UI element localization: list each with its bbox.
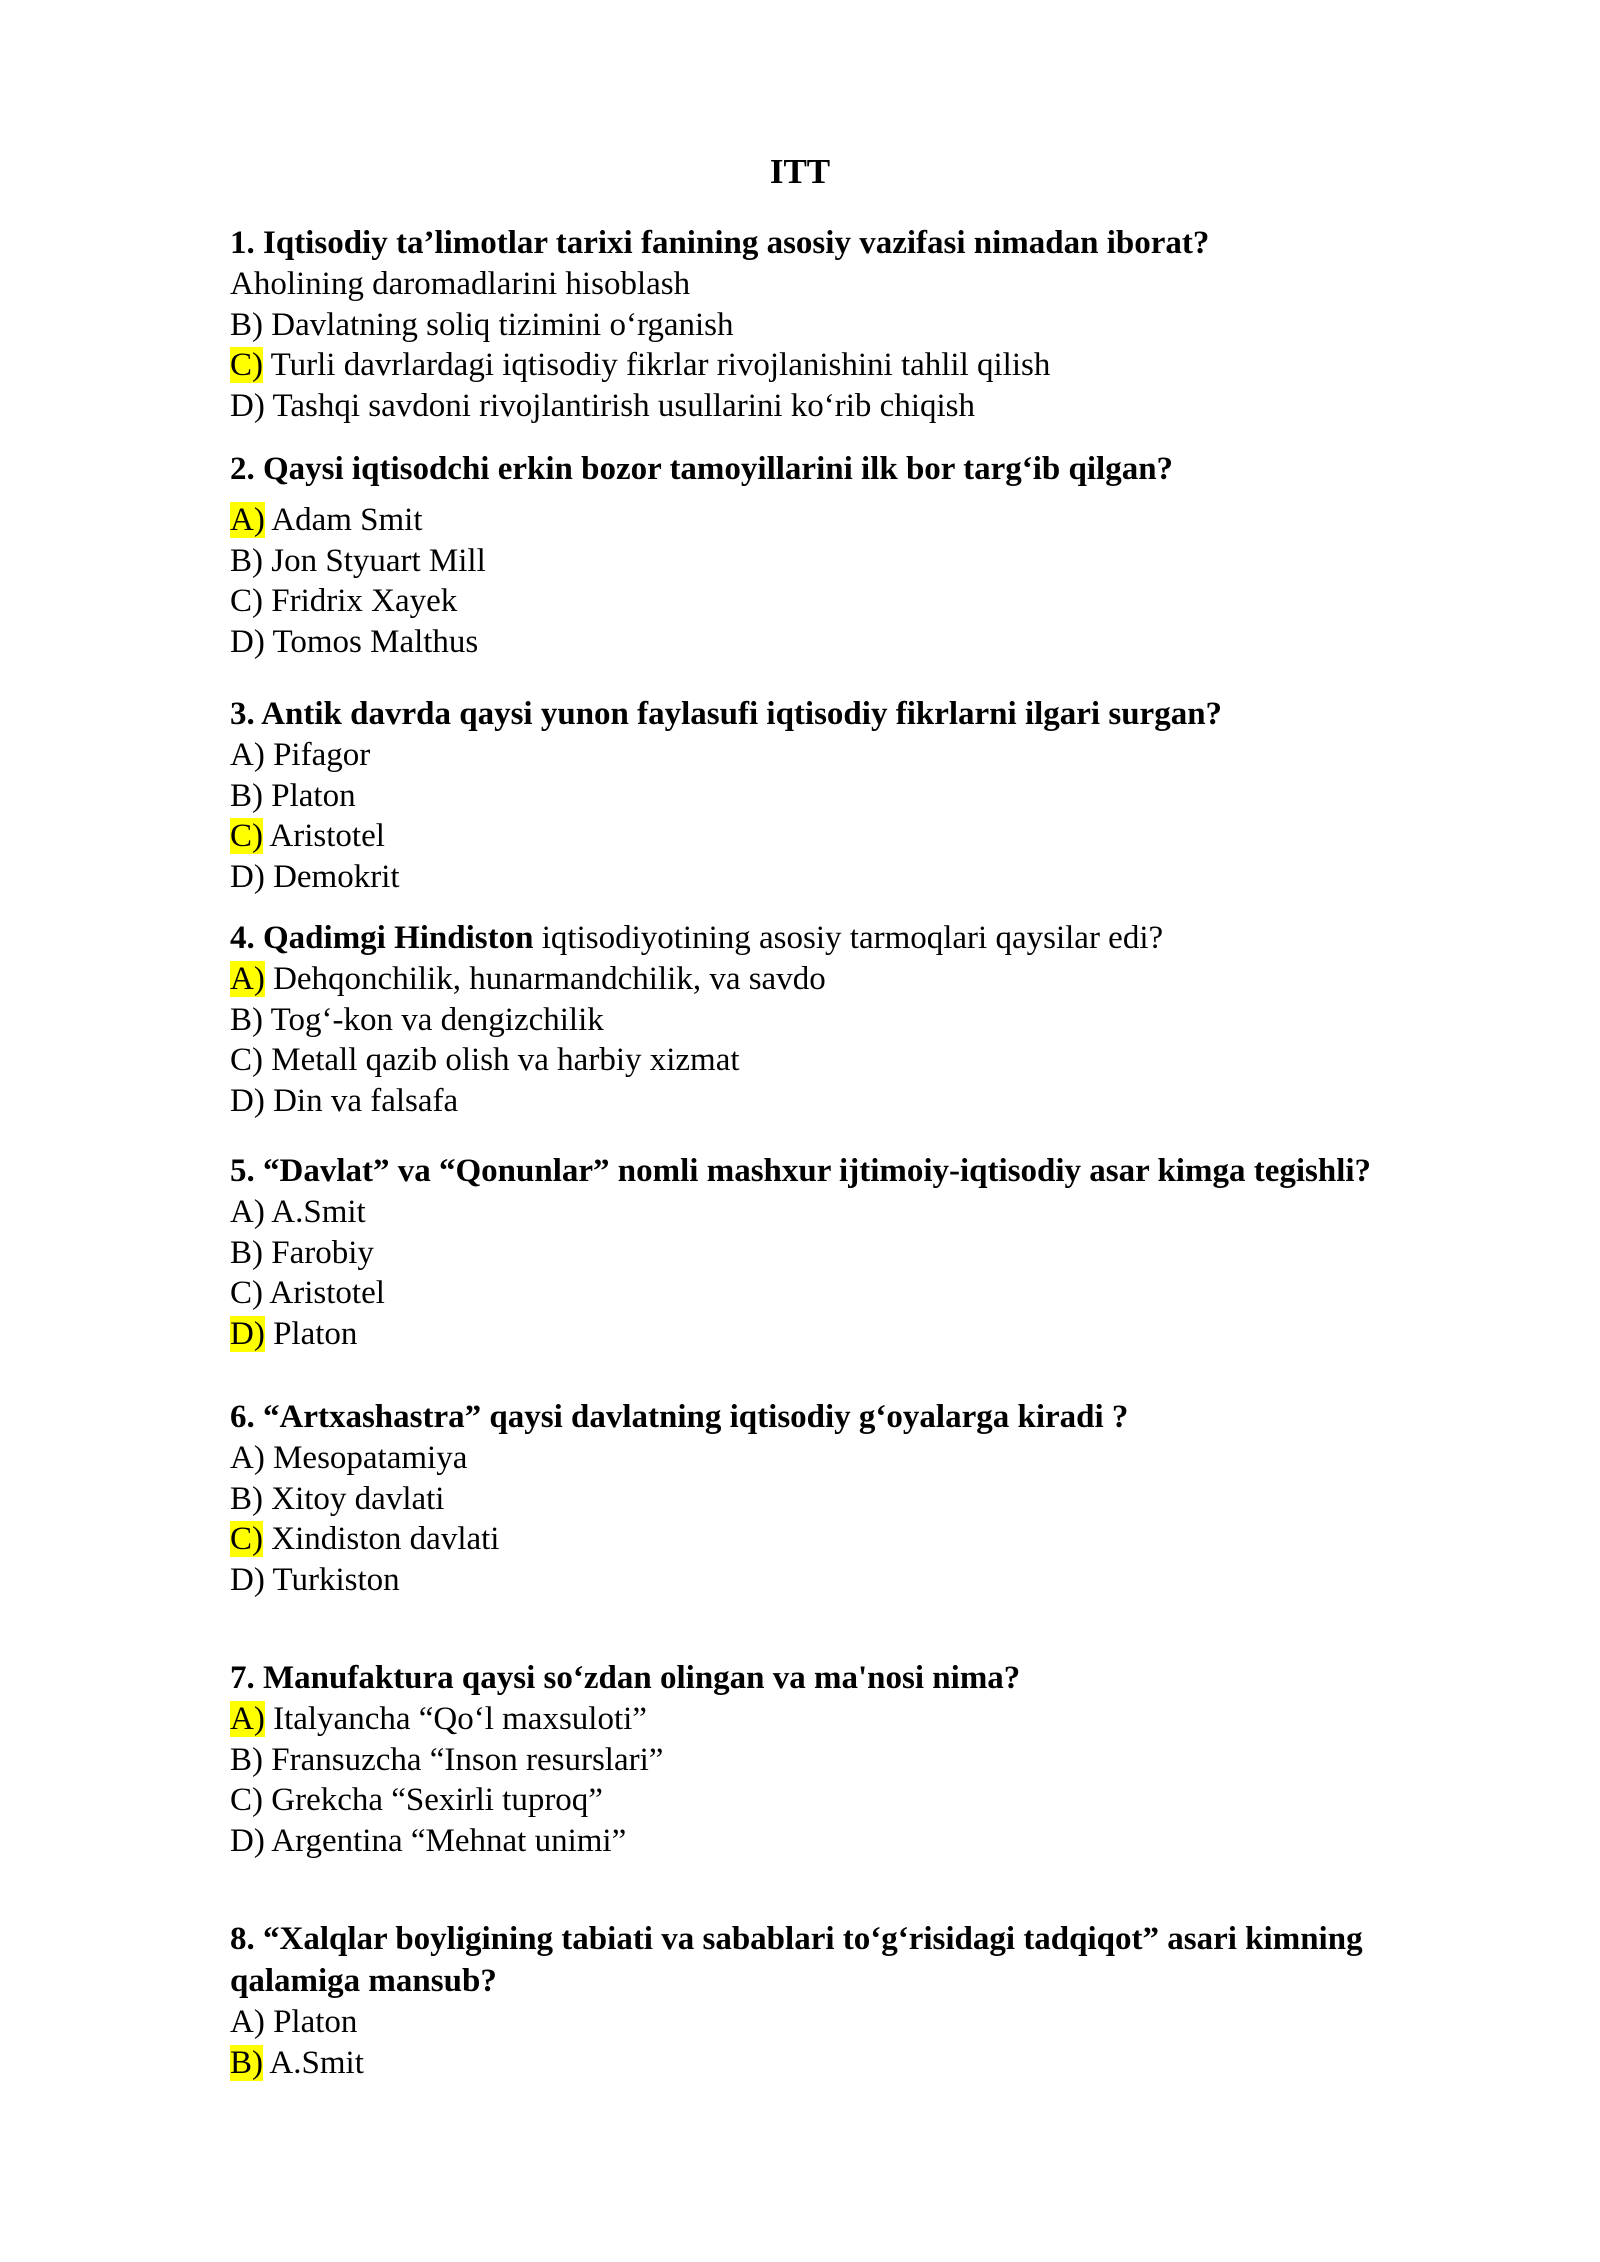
option-text: Tog‘-kon va dengizchilik — [263, 1001, 604, 1038]
option-b-correct — [230, 2043, 1440, 2084]
option-text: Jon Styuart Mill — [263, 542, 486, 579]
question-3 — [230, 693, 1440, 897]
question-text: 1. Iqtisodiy ta’limotlar tarixi fanining asosiy vazifasi nimadan iborat? — [230, 225, 1210, 261]
question-8 — [230, 1918, 1440, 2083]
question-6 — [230, 1396, 1440, 1600]
option-letter: A) — [230, 2004, 265, 2040]
correct-answer-highlight: C) — [230, 818, 263, 854]
option-letter: A) — [230, 1440, 265, 1476]
option-d — [230, 386, 1440, 427]
option-text: Fransuzcha “Inson resurslari” — [263, 1741, 664, 1778]
correct-answer-highlight: B) — [230, 2044, 263, 2081]
option-c-correct — [230, 345, 1440, 386]
question-text-rest: iqtisodiyotining asosiy tarmoqlari qaysilar edi? — [533, 920, 1164, 956]
option-text: Turli davrlardagi iqtisodiy fikrlar rivojlanishini tahlil qilish — [263, 347, 1051, 383]
option-d — [230, 857, 1440, 898]
option-text: Italyancha “Qo‘l maxsuloti” — [264, 1701, 647, 1737]
option-b — [230, 1233, 1440, 1274]
question-1 — [230, 222, 1440, 426]
option-a — [230, 735, 1440, 776]
question-text: 2. Qaysi iqtisodchi erkin bozor tamoyillarini ilk bor targ‘ib qilgan? — [230, 451, 1174, 487]
question-2 — [230, 448, 1440, 662]
option-text: Adam Smit — [264, 502, 423, 538]
option-text: Tashqi savdoni rivojlantirish usullarini ko‘rib chiqish — [264, 387, 976, 424]
option-text: Argentina “Mehnat unimi” — [264, 1822, 627, 1859]
option-text: Xitoy davlati — [263, 1480, 445, 1517]
option-a-correct — [230, 1699, 1440, 1740]
option-c-correct — [230, 1519, 1440, 1560]
option-text: Grekcha “Sexirli tuproq” — [263, 1782, 603, 1818]
option-letter: D) — [230, 858, 265, 895]
option-text: Xindiston davlati — [263, 1521, 500, 1557]
question-7 — [230, 1657, 1440, 1861]
option-text: A.Smit — [264, 1194, 366, 1230]
option-b — [230, 305, 1440, 346]
question-text — [230, 917, 1440, 959]
option-letter: A) — [230, 1194, 265, 1230]
option-text: Platon — [264, 1315, 358, 1352]
option-text: Din va falsafa — [264, 1082, 459, 1119]
correct-answer-highlight: A) — [230, 502, 265, 538]
option-d-correct — [230, 1314, 1440, 1355]
option-b — [230, 1479, 1440, 1520]
option-a-correct — [230, 959, 1440, 1000]
option-text: Mesopatamiya — [264, 1440, 468, 1476]
option-text: Fridrix Xayek — [263, 583, 458, 619]
question-text-bold: 4. Qadimgi Hindiston — [230, 920, 534, 956]
option-d — [230, 1821, 1440, 1862]
option-d — [230, 1081, 1440, 1122]
option-letter: D) — [230, 623, 265, 660]
option-text: Pifagor — [264, 737, 371, 773]
option-letter: C) — [230, 1782, 263, 1818]
option-text: Platon — [264, 2004, 358, 2040]
option-a-correct — [230, 500, 1440, 541]
option-b — [230, 1000, 1440, 1041]
option-text: A.Smit — [263, 2044, 364, 2081]
option-text: Aholining daromadlarini hisoblash — [230, 266, 691, 302]
option-c — [230, 1780, 1440, 1821]
option-text: Aristotel — [263, 818, 385, 854]
option-letter: B) — [230, 1480, 263, 1517]
option-b — [230, 776, 1440, 817]
option-c — [230, 1273, 1440, 1314]
question-text: 5. “Davlat” va “Qonunlar” nomli mashxur ijtimoiy-iqtisodiy asar kimga tegishli? — [230, 1153, 1372, 1189]
option-letter: B) — [230, 1741, 263, 1778]
option-letter: B) — [230, 542, 263, 579]
question-text: 6. “Artxashastra” qaysi davlatning iqtisodiy g‘oyalarga kiradi ? — [230, 1399, 1129, 1435]
option-text: Metall qazib olish va harbiy xizmat — [263, 1042, 740, 1078]
option-c — [230, 1040, 1440, 1081]
option-a — [230, 1438, 1440, 1479]
option-text: Farobiy — [263, 1234, 374, 1271]
option-letter: B) — [230, 1001, 263, 1038]
option-letter: A) — [230, 737, 265, 773]
option-b — [230, 1740, 1440, 1781]
option-letter: D) — [230, 387, 265, 424]
option-letter: B) — [230, 777, 263, 814]
option-letter: C) — [230, 1042, 263, 1078]
question-5 — [230, 1150, 1440, 1354]
option-letter: D) — [230, 1561, 265, 1598]
option-a — [230, 264, 1440, 305]
correct-answer-highlight: C) — [230, 347, 263, 383]
option-text: Davlatning soliq tizimini o‘rganish — [263, 306, 734, 343]
option-c — [230, 581, 1440, 622]
correct-answer-highlight: A) — [230, 1701, 265, 1737]
question-4 — [230, 917, 1440, 1121]
document-title: ITT — [769, 152, 831, 191]
option-letter: D) — [230, 1822, 265, 1859]
option-letter: B) — [230, 1234, 263, 1271]
option-a — [230, 2002, 1440, 2043]
option-text: Demokrit — [264, 858, 400, 895]
question-text: 8. “Xalqlar boyligining tabiati va sabablari to‘g‘risidagi tadqiqot” asari kimning qalamiga mansub? — [230, 1921, 1363, 1999]
correct-answer-highlight: D) — [230, 1315, 265, 1352]
option-text: Aristotel — [263, 1275, 385, 1311]
option-a — [230, 1192, 1440, 1233]
question-text: 3. Antik davrda qaysi yunon faylasufi iqtisodiy fikrlarni ilgari surgan? — [230, 696, 1223, 732]
option-letter: D) — [230, 1082, 265, 1119]
correct-answer-highlight: A) — [230, 961, 265, 997]
correct-answer-highlight: C) — [230, 1521, 263, 1557]
option-letter: B) — [230, 306, 263, 343]
option-b — [230, 541, 1440, 582]
option-text: Turkiston — [264, 1561, 400, 1598]
option-c-correct — [230, 816, 1440, 857]
option-text: Tomos Malthus — [264, 623, 479, 660]
option-text: Platon — [263, 777, 356, 814]
option-d — [230, 1560, 1440, 1601]
option-letter: C) — [230, 583, 263, 619]
question-text: 7. Manufaktura qaysi so‘zdan olingan va ma'nosi nima? — [230, 1660, 1021, 1696]
option-text: Dehqonchilik, hunarmandchilik, va savdo — [264, 961, 826, 997]
option-d — [230, 622, 1440, 663]
option-letter: C) — [230, 1275, 263, 1311]
